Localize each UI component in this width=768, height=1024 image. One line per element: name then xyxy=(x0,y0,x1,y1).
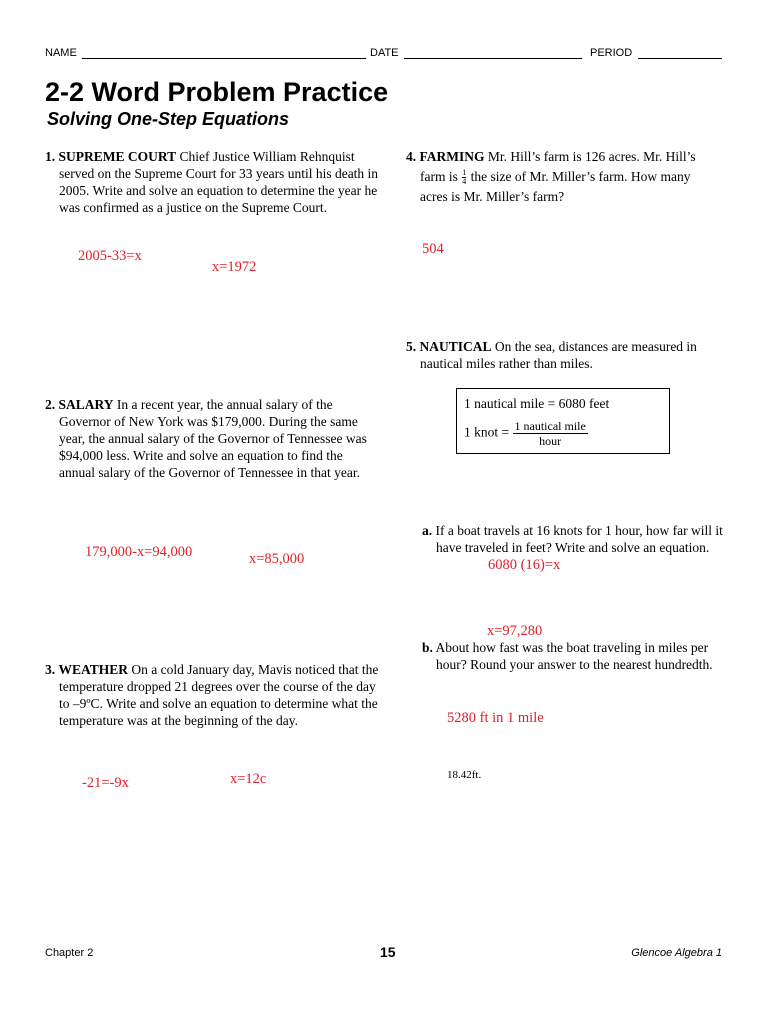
answer-equation-2: 179,000-x=94,000 xyxy=(85,544,193,560)
answer-equation-1: 2005-33=x xyxy=(78,248,142,264)
problem-text-rest: Rehnquist served on the Supreme Court for 33 years until his death in 2005. Write and solve an equation to determine the year he was confirmed as a justice on the Supreme Court. xyxy=(59,149,379,215)
period-field[interactable] xyxy=(638,48,722,59)
problem-text-farm: farm is xyxy=(420,169,462,184)
problem-text-after: the size of Mr. Miller’s farm. How many xyxy=(467,169,691,184)
footer-chapter: Chapter 2 xyxy=(45,947,94,959)
answer-solution-2: x=85,000 xyxy=(249,551,305,567)
answer-solution-3: x=12c xyxy=(230,771,267,787)
knot-label: 1 knot = xyxy=(464,424,513,440)
problem-category: WEATHER xyxy=(58,662,129,677)
problem-4 xyxy=(406,148,722,205)
problem-text-rest: that the temperature dropped 21 degrees over the course of the day to –9ºC. Write and solve an equation to determine what the temperature was at the beginning of the day. xyxy=(59,662,379,728)
problem-text-last: acres is Mr. Miller’s farm? xyxy=(420,189,565,205)
problem-category: SUPREME COURT xyxy=(58,149,177,164)
fraction-denominator: 4 xyxy=(462,177,467,187)
page-title: 2-2 Word Problem Practice xyxy=(45,77,389,107)
work-5b: 5280 ft in 1 mile xyxy=(447,710,544,726)
fraction-numerator: 1 xyxy=(462,168,467,178)
date-label: DATE xyxy=(370,47,399,59)
problem-text: On a cold January day, Mavis noticed xyxy=(128,662,335,677)
part-label-a: a. xyxy=(422,523,433,538)
page-subtitle: Solving One-Step Equations xyxy=(47,109,290,129)
answer-equation-3: -21=-9x xyxy=(82,775,129,791)
knot-fraction xyxy=(513,419,588,448)
problem-1 xyxy=(45,148,379,216)
knot-fraction-numerator: 1 nautical mile xyxy=(514,419,586,433)
problem-5 xyxy=(406,338,736,372)
problem-text-rest: Governor of New York was $179,000. During the same year, the annual salary of the Governor of Tennessee was $94,000 less. Write and solve an equation to find the annual salary of the Governor of Tennessee in that year. xyxy=(59,414,367,480)
problem-text: On the sea, distances are measured in xyxy=(491,339,697,354)
problem-number: 5. xyxy=(406,339,417,354)
problem-category: FARMING xyxy=(419,149,485,164)
date-field[interactable] xyxy=(404,48,582,59)
problem-text-rest: nautical miles rather than miles. xyxy=(420,356,593,371)
knot-fraction-denominator: hour xyxy=(539,434,562,448)
problem-number: 1. xyxy=(45,149,56,164)
part-a-text: If a boat travels at 16 knots for 1 hour, how far will it have traveled in feet? Write and solve an equation. xyxy=(432,523,723,555)
problem-number: 4. xyxy=(406,149,417,164)
answer-solution-1: x=1972 xyxy=(212,259,257,275)
part-label-b: b. xyxy=(422,640,433,655)
name-field[interactable] xyxy=(82,48,366,59)
footer-book: Glencoe Algebra 1 xyxy=(631,947,722,959)
problem-5b xyxy=(422,639,738,673)
problem-number: 2. xyxy=(45,397,56,412)
problem-5a xyxy=(422,522,738,556)
page-number: 15 xyxy=(380,944,396,960)
answer-solution-5a: x=97,280 xyxy=(487,623,543,639)
problem-number: 3. xyxy=(45,662,56,677)
part-b-text: About how fast was the boat traveling in miles per hour? Round your answer to the nearest hundredth. xyxy=(432,640,713,672)
problem-text: In a recent year, the annual salary of the xyxy=(113,397,333,412)
knot-definition xyxy=(464,419,588,448)
fraction-one-fourth xyxy=(462,169,466,186)
answer-equation-5a: 6080 (16)=x xyxy=(488,557,561,573)
problem-3 xyxy=(45,661,379,729)
answer-5b: 18.42ft. xyxy=(447,769,482,781)
problem-text: Mr. Hill’s farm is 126 acres. Mr. Hill’s xyxy=(484,149,696,164)
problem-category: SALARY xyxy=(58,397,114,412)
problem-text: Chief Justice William xyxy=(176,149,297,164)
name-label: NAME xyxy=(45,47,77,59)
conversion-box xyxy=(456,388,670,454)
period-label: PERIOD xyxy=(590,47,633,59)
problem-2 xyxy=(45,396,379,481)
answer-4: 504 xyxy=(422,241,444,257)
problem-category: NAUTICAL xyxy=(419,339,492,354)
nautical-mile-definition: 1 nautical mile = 6080 feet xyxy=(464,396,610,411)
